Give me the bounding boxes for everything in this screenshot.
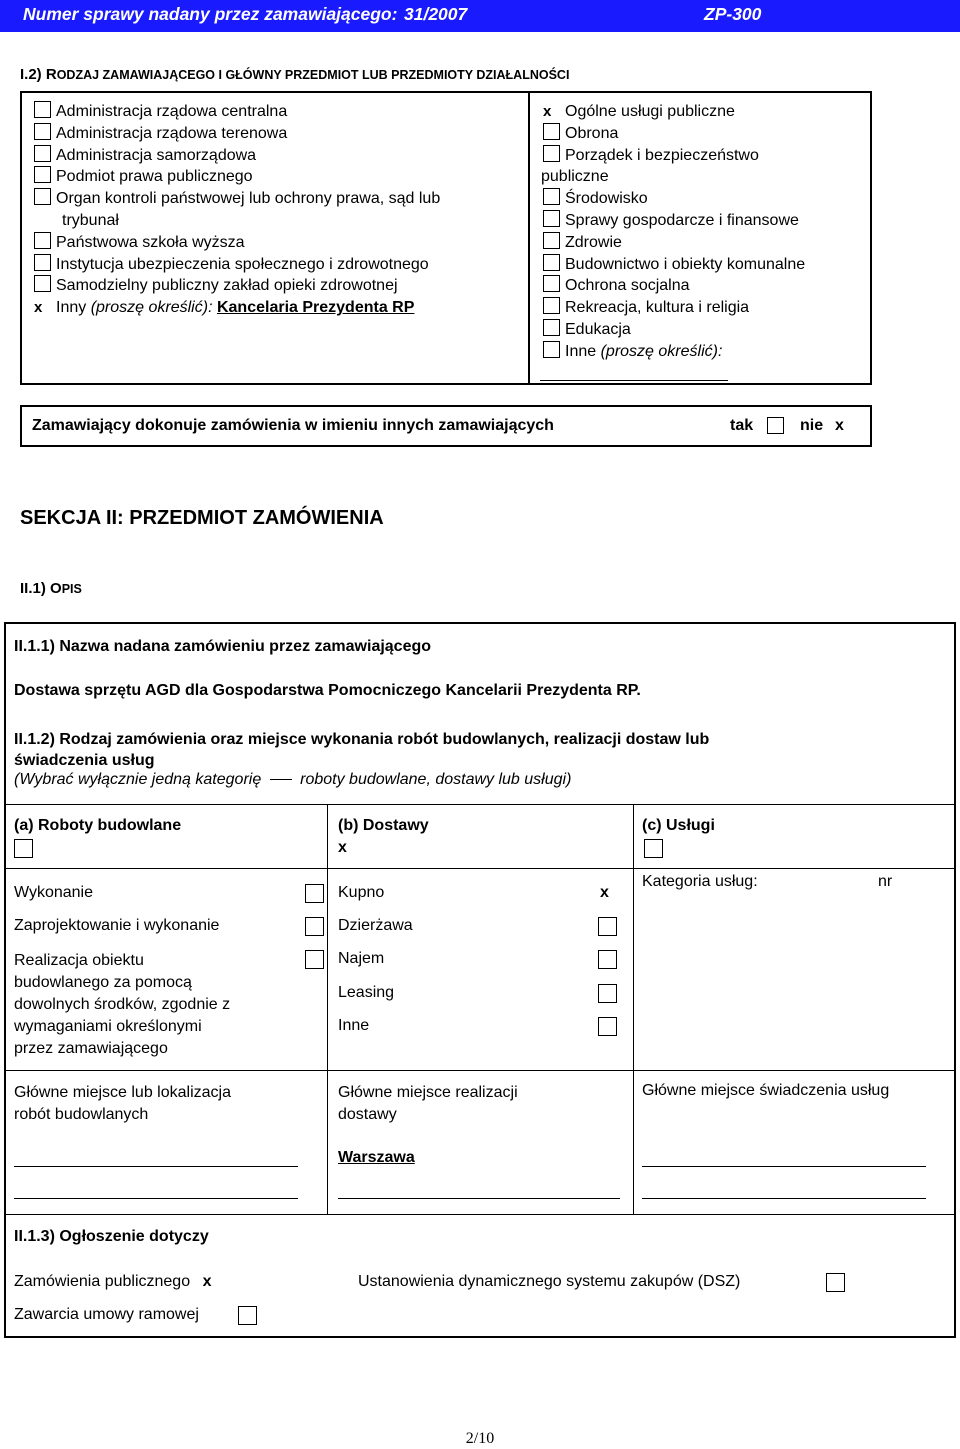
service-category-label: Kategoria usług:: [642, 873, 758, 890]
services-place-line[interactable]: [642, 1166, 926, 1167]
notice-heading: II.1.3) Ogłoszenie dotyczy: [14, 1228, 209, 1245]
list-item: Państwowa szkoła wyższa: [34, 232, 440, 254]
type-hint: (Wybrać wyłącznie jedną kategorię roboty budowlane, dostawy lub usługi): [14, 771, 572, 788]
supplies-place-label: Główne miejsce realizacji dostawy: [338, 1084, 518, 1123]
form-code: ZP-300: [704, 4, 762, 24]
check-mark[interactable]: x: [543, 103, 552, 120]
checkbox[interactable]: [598, 950, 617, 969]
checkbox[interactable]: [543, 232, 560, 249]
checkbox[interactable]: [34, 166, 51, 183]
list-item: x Ogólne usługi publiczne: [543, 101, 805, 123]
section-i2-title: I.2) RODZAJ ZAMAWIAJĄCEGO I GŁÓWNY PRZEDMIOT LUB PRZEDMIOTY DZIAŁALNOŚCI: [20, 66, 570, 83]
works-checkbox[interactable]: [14, 839, 33, 858]
no-label: nie: [800, 417, 824, 434]
checkbox[interactable]: [34, 232, 51, 249]
case-number-label: Numer sprawy nadany przez zamawiającego:: [23, 4, 398, 24]
activity-list: [543, 101, 805, 363]
header-bar: [0, 0, 960, 32]
no-mark[interactable]: x: [835, 417, 844, 434]
checkbox[interactable]: [34, 101, 51, 118]
list-item: Porządek i bezpieczeństwo: [543, 145, 805, 167]
list-item-continuation: trybunał: [62, 211, 119, 229]
list-item: Administracja samorządowa: [34, 145, 440, 167]
check-mark[interactable]: x: [34, 299, 43, 317]
checkbox[interactable]: [543, 123, 560, 140]
list-item-other: x Inny (proszę określić): Kancelaria Prezydenta RP: [34, 297, 440, 319]
list-item: Ochrona socjalna: [543, 275, 805, 297]
authority-type-list: [34, 101, 440, 319]
checkbox[interactable]: [34, 188, 51, 205]
checkbox[interactable]: [305, 884, 324, 903]
list-item: Obrona: [543, 123, 805, 145]
list-item: Środowisko: [543, 188, 805, 210]
works-place-line[interactable]: [14, 1166, 298, 1167]
type-heading: II.1.2) Rodzaj zamówienia oraz miejsce wykonania robót budowlanych, realizacji dostaw lub świadczenia usług: [14, 731, 710, 769]
list-item: Administracja rządowa terenowa: [34, 123, 440, 145]
yes-label: tak: [730, 417, 754, 434]
name-value: Dostawa sprzętu AGD dla Gospodarstwa Pomocniczego Kancelarii Prezydenta RP.: [14, 682, 641, 699]
checkbox[interactable]: [543, 275, 560, 292]
checkbox[interactable]: [34, 145, 51, 162]
name-heading: II.1.1) Nazwa nadana zamówieniu przez zamawiającego: [14, 638, 432, 655]
works-item-realization: Realizacja obiektu budowlanego za pomocą dowolnych środków, zgodnie z wymaganiami określonymi przez zamawiającego: [14, 952, 231, 1057]
supplies-item: Inne: [338, 1017, 370, 1034]
joint-question: Zamawiający dokonuje zamówienia w imieniu innych zamawiających: [32, 417, 554, 434]
col-b-title: (b) Dostawy: [338, 817, 429, 834]
list-item: Budownictwo i obiekty komunalne: [543, 254, 805, 276]
checkbox[interactable]: [543, 210, 560, 227]
service-nr-label: nr: [878, 873, 893, 890]
checkbox[interactable]: [305, 917, 324, 936]
list-item: Instytucja ubezpieczenia społecznego i zdrowotnego: [34, 254, 440, 276]
case-number: 31/2007: [404, 4, 468, 24]
list-item: Podmiot prawa publicznego: [34, 166, 440, 188]
list-item: Samodzielny publiczny zakład opieki zdrowotnej: [34, 275, 440, 297]
supplies-item: Leasing: [338, 984, 395, 1001]
col-a-title: (a) Roboty budowlane: [14, 817, 182, 834]
list-item: Organ kontroli państwowej lub ochrony prawa, sąd lub: [34, 188, 440, 210]
section-ii-title: SEKCJA II: PRZEDMIOT ZAMÓWIENIA: [20, 507, 384, 529]
list-item-other: Inne (proszę określić):: [543, 341, 805, 363]
supplies-mark[interactable]: x: [338, 839, 347, 856]
checkbox[interactable]: [34, 275, 51, 292]
services-place-line[interactable]: [642, 1198, 926, 1199]
list-item: Rekreacja, kultura i religia: [543, 297, 805, 319]
works-place-line[interactable]: [14, 1198, 298, 1199]
supplies-place-line[interactable]: [338, 1198, 620, 1199]
list-item: Edukacja: [543, 319, 805, 341]
supplies-item: Dzierżawa: [338, 917, 413, 934]
services-checkbox[interactable]: [644, 839, 663, 858]
checkbox[interactable]: [543, 145, 560, 162]
check-mark[interactable]: x: [202, 1273, 212, 1290]
checkbox[interactable]: [34, 254, 51, 271]
works-item: Zaprojektowanie i wykonanie: [14, 917, 220, 934]
list-item: Zdrowie: [543, 232, 805, 254]
col-c-title: (c) Usługi: [642, 817, 715, 834]
notice-public: Zamówienia publicznego x: [14, 1273, 212, 1290]
checkbox[interactable]: [543, 319, 560, 336]
checkbox[interactable]: [34, 123, 51, 140]
joint-procurement-box: [20, 405, 872, 447]
list-item: Sprawy gospodarcze i finansowe: [543, 210, 805, 232]
notice-framework: Zawarcia umowy ramowej: [14, 1306, 199, 1323]
checkbox[interactable]: [543, 341, 560, 358]
notice-dsz: Ustanowienia dynamicznego systemu zakupów (DSZ): [358, 1273, 741, 1290]
supplies-place-value: Warszawa: [338, 1149, 415, 1166]
checkbox[interactable]: [543, 188, 560, 205]
checkbox[interactable]: [598, 984, 617, 1003]
checkbox[interactable]: [598, 917, 617, 936]
yes-checkbox[interactable]: [767, 417, 784, 434]
other-value: Kancelaria Prezydenta RP: [216, 299, 415, 317]
other-answer-line[interactable]: [540, 380, 728, 381]
works-place-label: Główne miejsce lub lokalizacja robót budowlanych: [14, 1084, 231, 1123]
dsz-checkbox[interactable]: [826, 1273, 845, 1292]
checkbox[interactable]: [543, 254, 560, 271]
works-item: Wykonanie: [14, 884, 94, 901]
supplies-item: Kupno: [338, 884, 385, 901]
opis-heading: II.1) OPIS: [20, 580, 82, 597]
supplies-item: Najem: [338, 950, 385, 967]
list-item-continuation: publiczne: [541, 168, 609, 186]
checkbox[interactable]: [598, 1017, 617, 1036]
checkbox[interactable]: [305, 950, 324, 969]
list-item: Administracja rządowa centralna: [34, 101, 440, 123]
page-number: 2/10: [465, 1430, 495, 1447]
checkbox[interactable]: [543, 297, 560, 314]
check-mark[interactable]: x: [600, 884, 609, 901]
services-place-label: Główne miejsce świadczenia usług: [642, 1082, 890, 1099]
framework-checkbox[interactable]: [238, 1306, 257, 1325]
